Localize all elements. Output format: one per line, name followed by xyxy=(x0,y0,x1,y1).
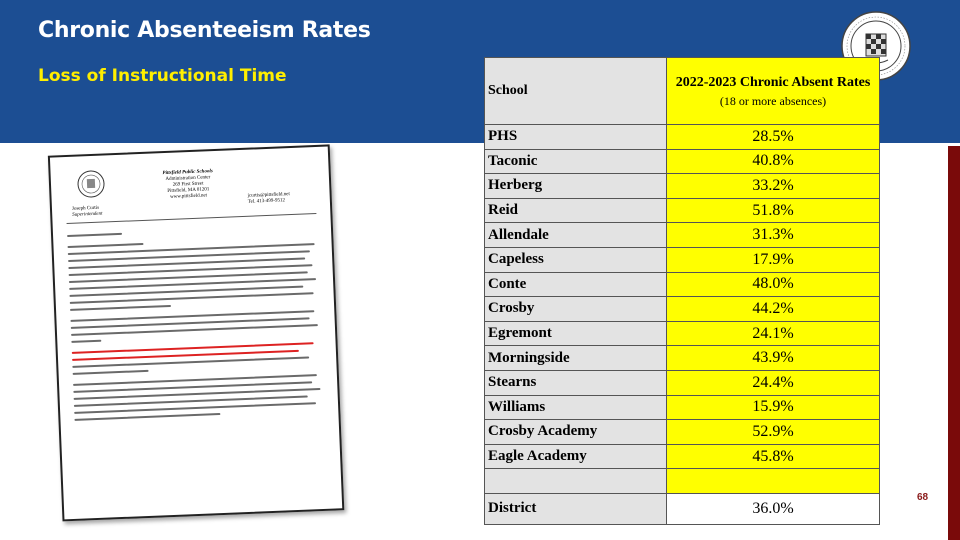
table-blank-row xyxy=(485,469,880,494)
letter-web: www.pittsfield.net xyxy=(170,193,208,200)
table-row xyxy=(485,149,880,174)
table-header-row xyxy=(485,58,880,125)
school-name-cell: Reid xyxy=(485,198,667,223)
header-school: School xyxy=(485,58,667,125)
page-number: 68 xyxy=(917,492,929,503)
blank-rate-cell xyxy=(667,469,880,494)
absent-rate-cell: 33.2% xyxy=(667,174,880,199)
letter-address2: Pittsfield, MA 01201 xyxy=(167,187,210,194)
school-name-cell: Allendale xyxy=(485,223,667,248)
school-name-cell: Crosby Academy xyxy=(485,420,667,445)
blank-cell xyxy=(485,469,667,494)
school-name-cell: PHS xyxy=(485,125,667,150)
table-row xyxy=(485,223,880,248)
absent-rate-cell: 52.9% xyxy=(667,420,880,445)
school-name-cell: Herberg xyxy=(485,174,667,199)
table-row xyxy=(485,198,880,223)
absent-rate-cell: 17.9% xyxy=(667,247,880,272)
slide-subtitle: Loss of Instructional Time xyxy=(38,66,287,86)
letter-body xyxy=(67,225,326,426)
absent-rates-table xyxy=(484,57,880,525)
absent-rate-cell: 15.9% xyxy=(667,395,880,420)
absent-rate-cell: 44.2% xyxy=(667,297,880,322)
absent-rate-cell: 28.5% xyxy=(667,125,880,150)
school-name-cell: Morningside xyxy=(485,346,667,371)
table-row xyxy=(485,370,880,395)
letter-signatory xyxy=(72,206,103,219)
letter-address1: 269 First Street xyxy=(172,181,204,188)
letter-dept: Administration Center xyxy=(165,175,211,183)
absent-rate-cell: 51.8% xyxy=(667,198,880,223)
absent-rate-cell: 43.9% xyxy=(667,346,880,371)
letter-letterhead xyxy=(143,168,234,202)
absent-rate-cell: 48.0% xyxy=(667,272,880,297)
school-name-cell: Egremont xyxy=(485,321,667,346)
district-rate: 36.0% xyxy=(667,493,880,524)
letter-page xyxy=(48,144,344,521)
absent-rate-cell: 24.4% xyxy=(667,370,880,395)
header-rate xyxy=(667,58,880,125)
letter-role: Superintendent xyxy=(72,211,103,218)
table-row xyxy=(485,346,880,371)
school-name-cell: Williams xyxy=(485,395,667,420)
district-label: District xyxy=(485,493,667,524)
school-name-cell: Taconic xyxy=(485,149,667,174)
school-name-cell: Crosby xyxy=(485,297,667,322)
table-row xyxy=(485,174,880,199)
letter-email: jcurtis@pittsfield.net xyxy=(247,192,290,199)
letter-name: Joseph Curtis xyxy=(71,205,100,212)
school-name-cell: Capeless xyxy=(485,247,667,272)
school-name-cell: Stearns xyxy=(485,370,667,395)
table-row xyxy=(485,272,880,297)
absent-rate-cell: 31.3% xyxy=(667,223,880,248)
table-district-row xyxy=(485,493,880,524)
table-row xyxy=(485,247,880,272)
school-name-cell: Eagle Academy xyxy=(485,444,667,469)
letter-image xyxy=(48,145,340,518)
letter-contact xyxy=(248,192,291,206)
table-row xyxy=(485,297,880,322)
header-rate-note: (18 or more absences) xyxy=(719,94,827,108)
absent-rate-cell: 24.1% xyxy=(667,321,880,346)
table-row xyxy=(485,420,880,445)
accent-bar xyxy=(948,146,960,540)
table-row xyxy=(485,321,880,346)
letter-seal-icon xyxy=(76,169,105,198)
letter-phone: Tel. 413-499-9512 xyxy=(247,198,286,205)
school-name-cell: Conte xyxy=(485,272,667,297)
absent-rate-cell: 45.8% xyxy=(667,444,880,469)
absent-rate-cell: 40.8% xyxy=(667,149,880,174)
letter-rule xyxy=(67,213,317,224)
table-row xyxy=(485,125,880,150)
table-row xyxy=(485,444,880,469)
table-row xyxy=(485,395,880,420)
slide-title: Chronic Absenteeism Rates xyxy=(38,18,371,43)
letter-org: Pittsfield Public Schools xyxy=(162,169,213,177)
header-rate-title: 2022-2023 Chronic Absent Rates xyxy=(675,75,871,90)
